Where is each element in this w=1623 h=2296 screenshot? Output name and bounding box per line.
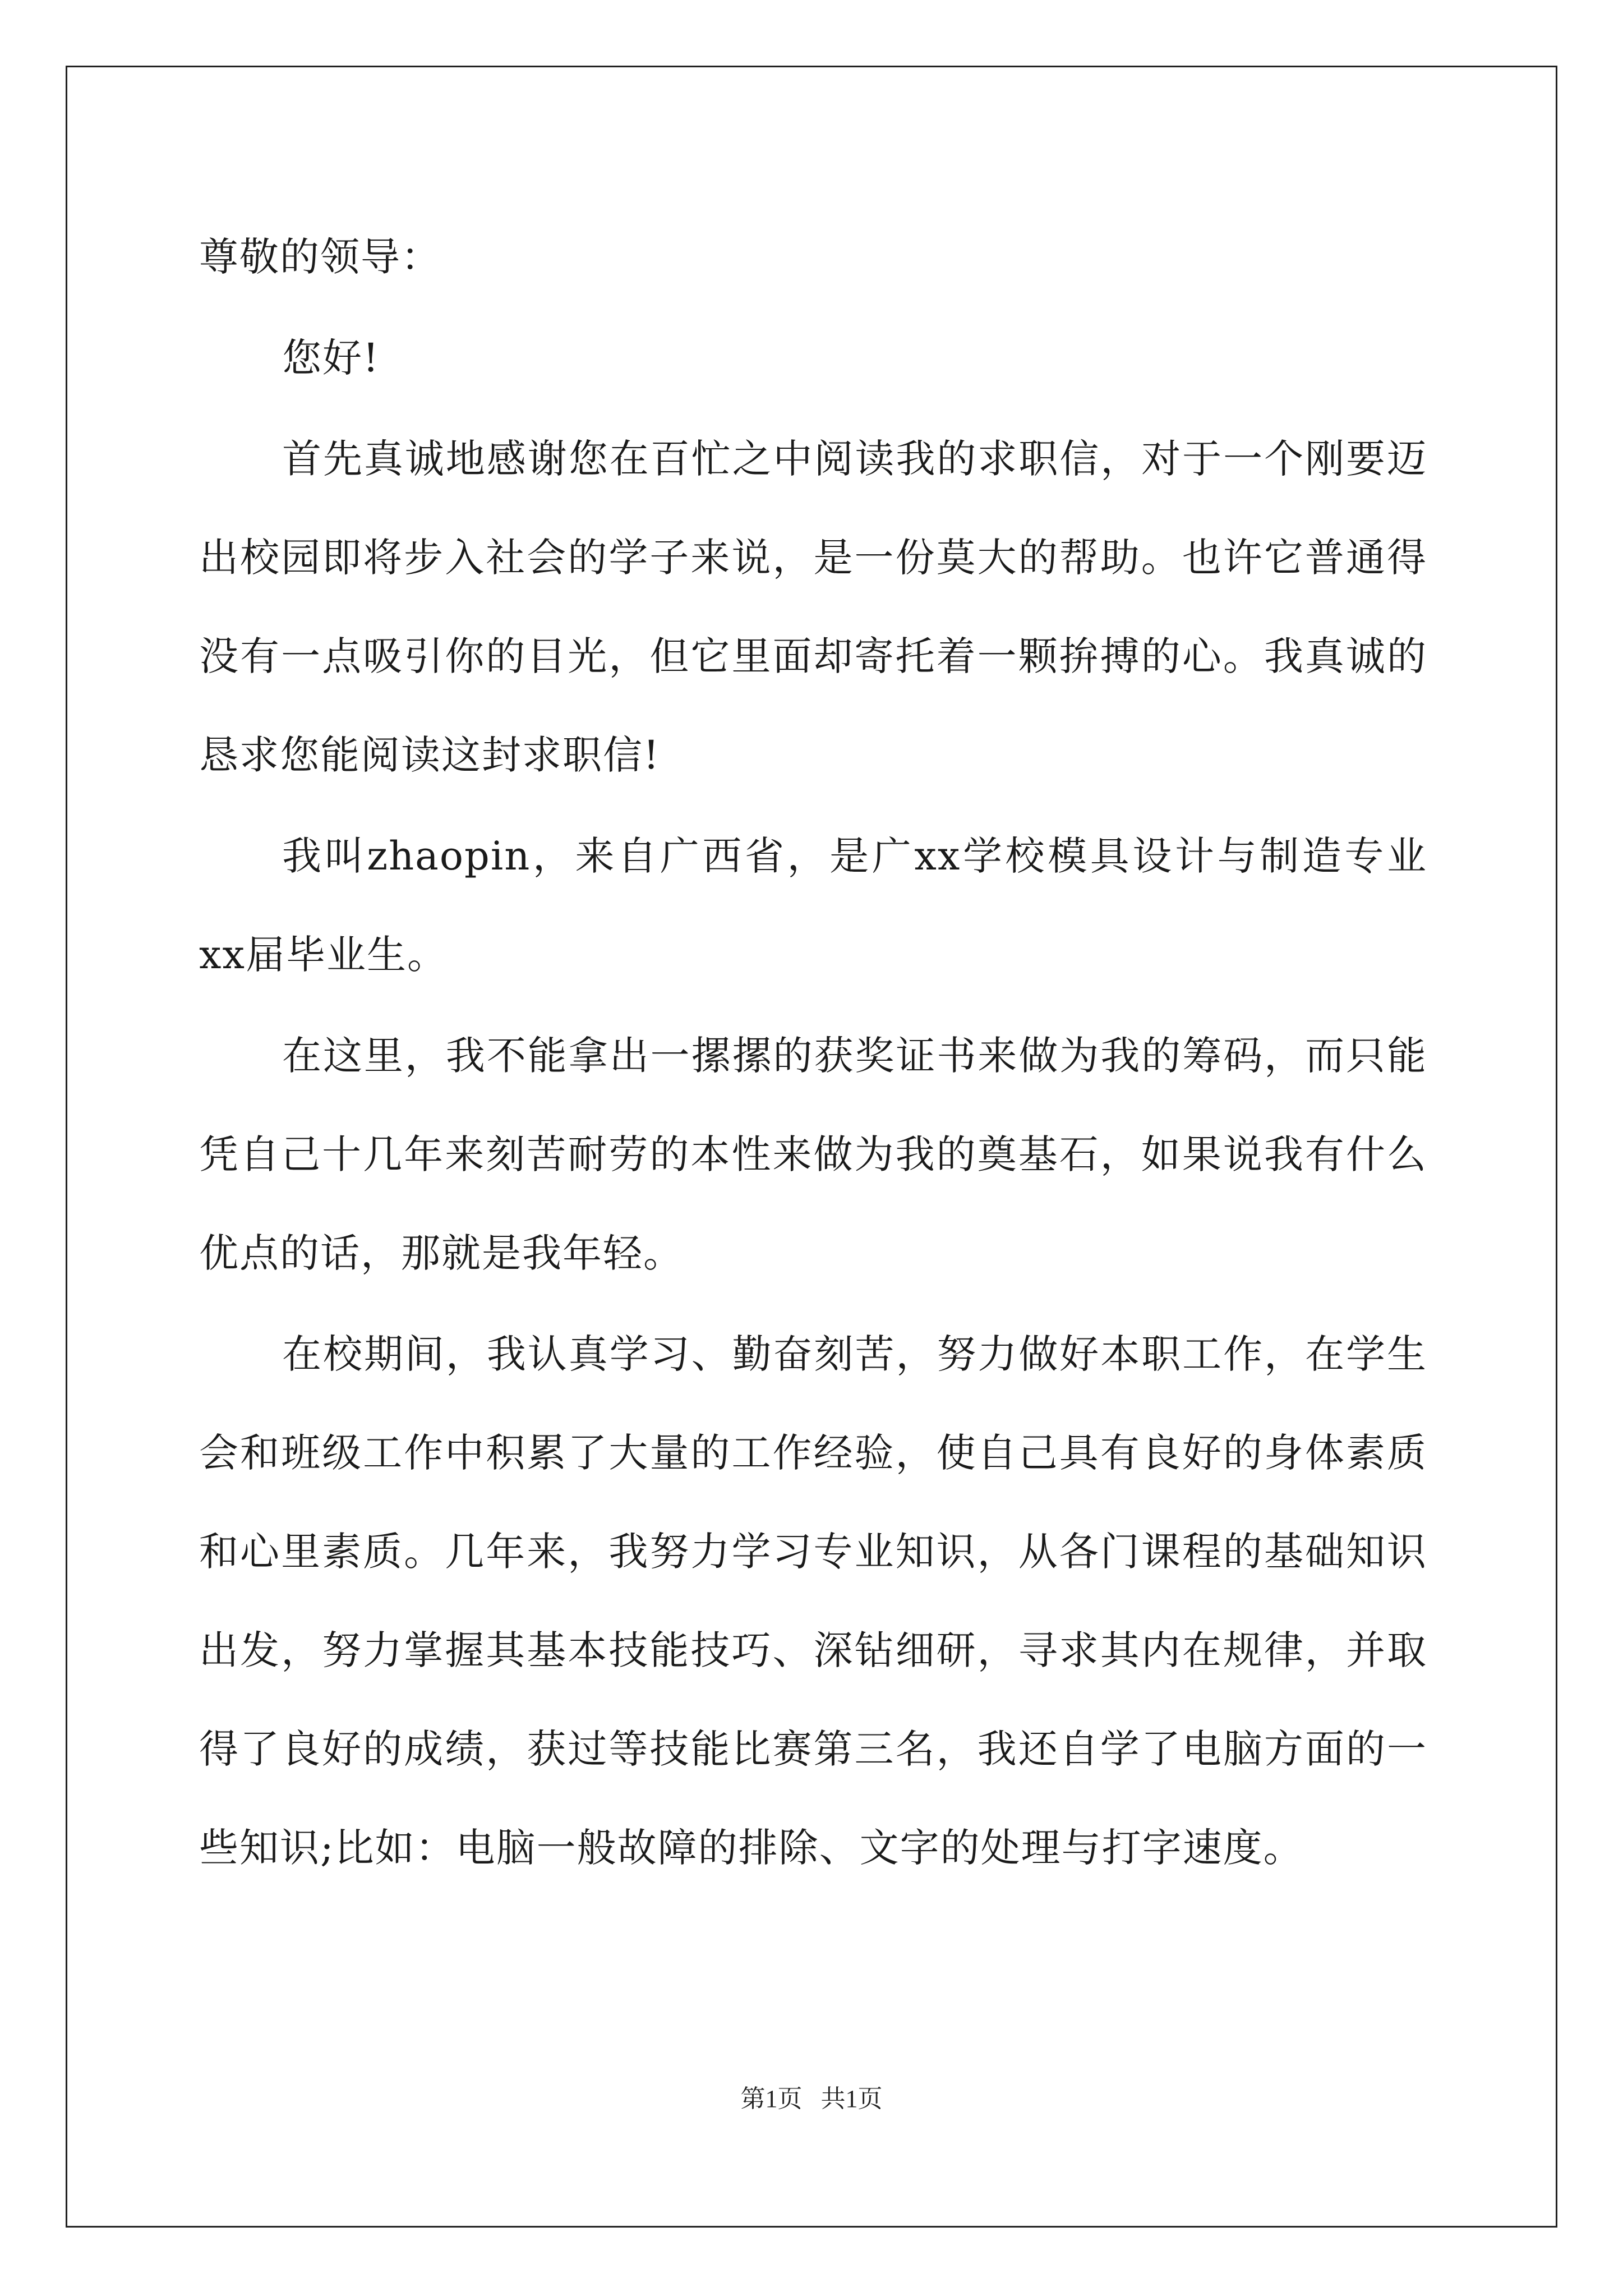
salutation: 尊敬的领导：	[199, 234, 441, 280]
paragraph-school-experience: 在校期间，我认真学习、勤奋刻苦，努力做好本职工作，在学生会和班级工作中积累了大量的工作经验，使自己具有良好的身体素质和心里素质。几年来，我努力学习专业知识，从各门课程的基础知识出发，努力掌握其基本技能技巧、深钻细研，寻求其内在规律，并取得了良好的成绩，获过等技能比赛第三名，我还自学了电脑方面的一些知识;比如：电脑一般故障的排除、文字的处理与打字速度。	[199, 1331, 1427, 1871]
page-number-footer: 第1页 共1页	[740, 2085, 883, 2113]
paragraph-strengths: 在这里，我不能拿出一摞摞的获奖证书来做为我的筹码，而只能凭自己十几年来刻苦耐劳的本性来做为我的奠基石，如果说我有什么优点的话，那就是我年轻。	[199, 1033, 1427, 1276]
paragraph-self-introduction: 我叫zhaopin，来自广西省，是广xx学校模具设计与制造专业xx届毕业生。	[199, 833, 1427, 978]
letter-body	[199, 208, 1427, 1899]
paragraph-intro: 首先真诚地感谢您在百忙之中阅读我的求职信，对于一个刚要迈出校园即将步入社会的学子来说，是一份莫大的帮助。也许它普通得没有一点吸引你的目光，但它里面却寄托着一颗拚搏的心。我真诚的恳求您能阅读这封求职信!	[199, 436, 1427, 778]
greeting: 您好!	[282, 335, 380, 381]
